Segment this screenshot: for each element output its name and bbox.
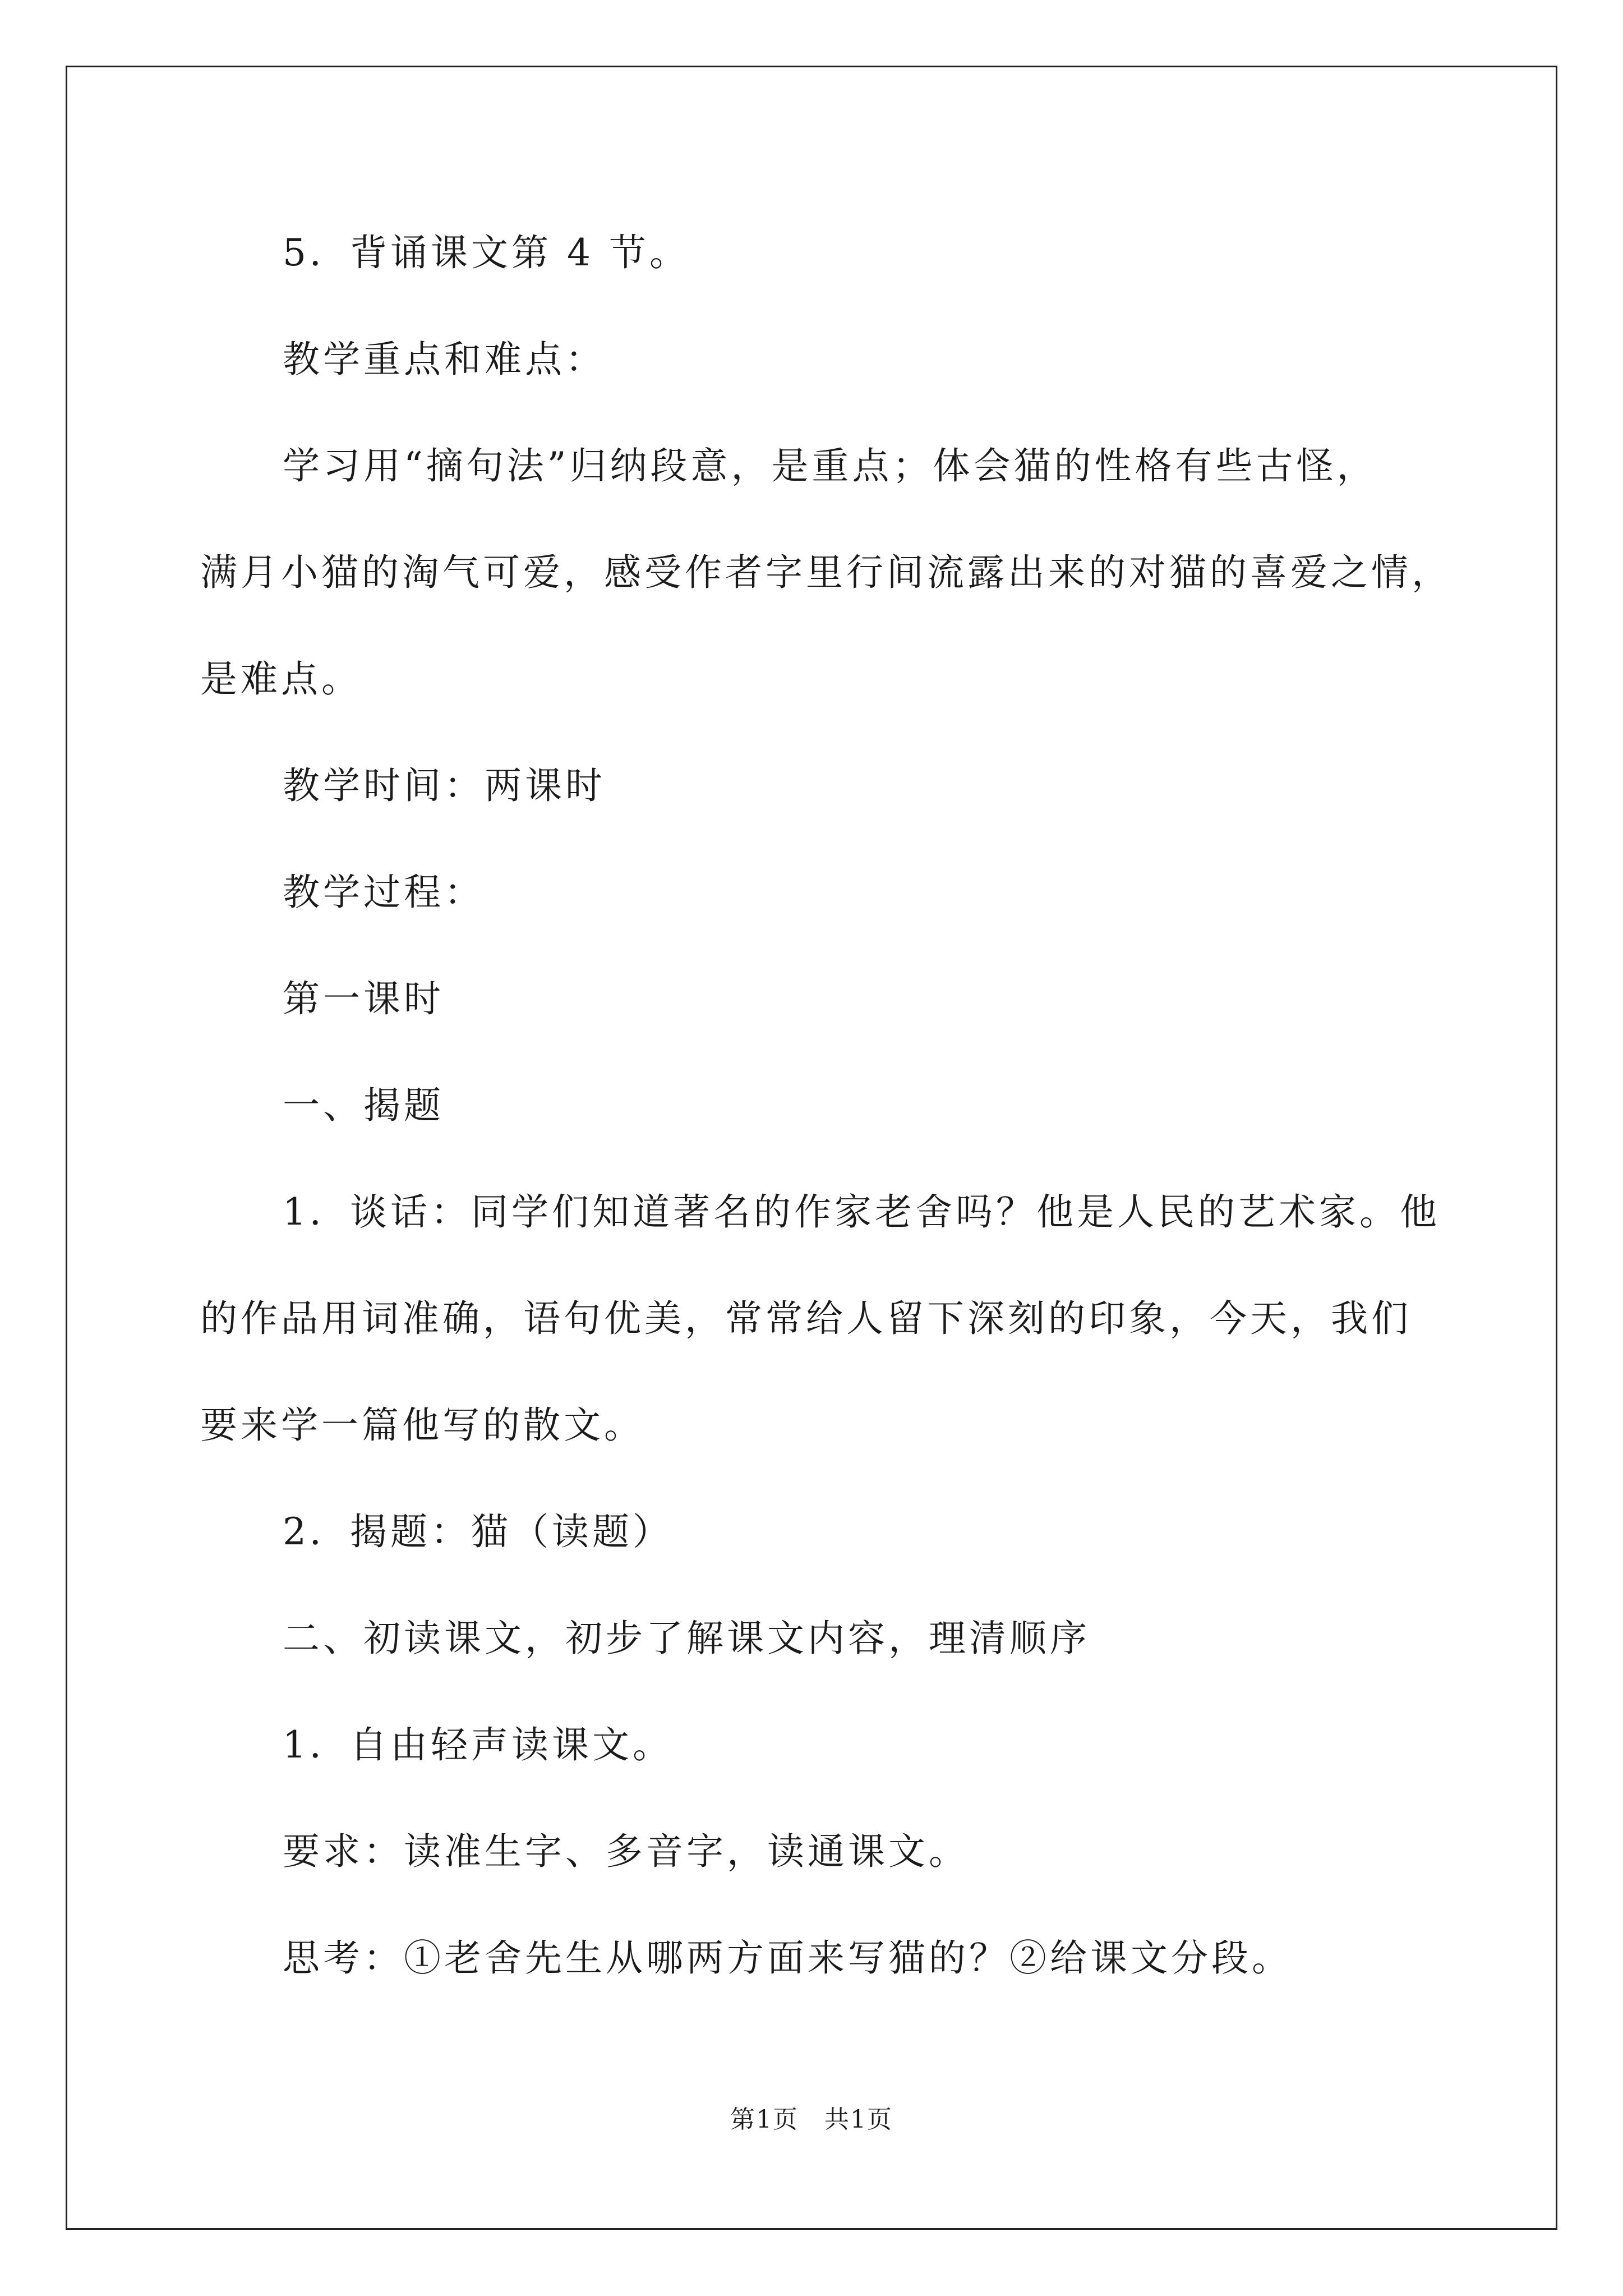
paragraph-requirement: 要求：读准生字、多音字，读通课文。 — [283, 1830, 969, 1873]
paragraph-teaching-time: 教学时间：两课时 — [283, 764, 606, 807]
paragraph-key-points-line-1: 学习用“摘句法”归纳段意，是重点；体会猫的性格有些古怪， — [283, 444, 1377, 487]
paragraph-section-one: 一、揭题 — [283, 1084, 444, 1127]
paragraph-free-reading: 1．自由轻声读课文。 — [283, 1723, 673, 1766]
paragraph-heading-key-points: 教学重点和难点： — [283, 338, 606, 381]
paragraph-section-two: 二、初读课文，初步了解课文内容，理清顺序 — [283, 1617, 1090, 1660]
paragraph-heading-process: 教学过程： — [283, 871, 485, 914]
page-footer: 第1页 共1页 — [730, 2105, 893, 2134]
paragraph-think: 思考：①老舍先生从哪两方面来写猫的？②给课文分段。 — [283, 1936, 1292, 1980]
paragraph-key-points-line-2: 满月小猫的淘气可爱，感受作者字里行间流露出来的对猫的喜爱之情， — [200, 551, 1452, 594]
paragraph-talk-line-2: 的作品用词准确，语句优美，常常给人留下深刻的印象，今天，我们 — [200, 1297, 1412, 1340]
paragraph-talk-line-1: 1．谈话：同学们知道著名的作家老舍吗？他是人民的艺术家。他 — [283, 1190, 1440, 1234]
paragraph-key-points-line-3: 是难点。 — [200, 657, 362, 701]
paragraph-first-lesson: 第一课时 — [283, 977, 444, 1020]
paragraph-recite: 5．背诵课文第 4 节。 — [283, 231, 690, 274]
paragraph-talk-line-3: 要来学一篇他写的散文。 — [200, 1404, 644, 1447]
paragraph-reveal-title: 2．揭题：猫（读题） — [283, 1510, 673, 1553]
page-border — [66, 66, 1557, 2230]
